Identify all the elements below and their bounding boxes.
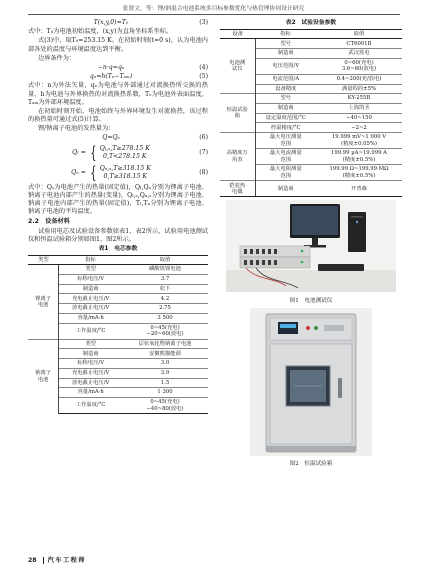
- equation-5-body: qₑ=h(Tₑ−Tₐₘ): [89, 73, 133, 81]
- table-cell: −2~2: [316, 123, 402, 133]
- table-group-cell: 锂离子 电池: [28, 265, 59, 339]
- equation-7-body: [28, 142, 194, 163]
- table-cell: 电流范围/A: [255, 74, 316, 84]
- equation-6-body: Q=Qₛ: [102, 134, 120, 142]
- table-cell: 工作温度/°C: [59, 323, 122, 339]
- table-1-caption: 表1 电芯参数: [98, 245, 138, 252]
- equation-3-body: T(x,y,0)=T₀: [93, 19, 129, 26]
- figure-2: [250, 308, 372, 469]
- table-cell: 充电截止电压/V: [59, 368, 122, 378]
- table-group-cell: 恒温试验 箱: [220, 94, 255, 133]
- paragraph: 式中：Qₛ为电池产生的热量(固定值)，Qₗ,Qₙ分别为锂离子电池、钠离子电池内部产生的热量(变量)，Qₗ,ₛ,Qₙ,ₛ分别为锂离子电池、钠离子电池内部产生的热量(固定值)，Tₗ,Tₙ分别为锂离子电池、钠离子电池的平均温度。: [28, 183, 208, 216]
- table-row: [220, 94, 402, 104]
- table-cell: 1 300: [122, 388, 208, 398]
- table-cell: 4.2: [122, 294, 208, 304]
- figure-2-caption: 图2 恒温试验箱: [289, 461, 333, 468]
- table-cell: 制造商: [255, 181, 316, 197]
- table-1: [28, 255, 208, 414]
- table-cell: 3.9: [122, 368, 208, 378]
- table-cell: 容量/mA·h: [59, 388, 122, 398]
- table-cell: 2.75: [122, 304, 208, 314]
- table-header-row: [220, 29, 402, 39]
- temperature-chamber-photo: [250, 308, 372, 456]
- table-row: [28, 339, 208, 349]
- table-cell: KY-255B: [316, 94, 402, 104]
- equation-7-lhs: Qₗ =: [72, 149, 86, 157]
- table-cell: 容量/mA·h: [59, 313, 122, 323]
- table-cell: 磷酸铁锂电池: [149, 266, 181, 273]
- equation-8-cases: [100, 165, 151, 181]
- brace-symbol: {: [90, 162, 97, 183]
- running-header: 张贤文，等：锂/钠混合电池系统多目标参数优化与热管理协同设计研究: [122, 6, 305, 12]
- table-cell: 型号: [255, 94, 316, 104]
- table-group-cell: 高精度万 用表: [220, 133, 255, 181]
- equation-6: [28, 134, 208, 142]
- equation-7-number: (7): [199, 149, 208, 157]
- table-cell: 199.99 Ω~199.99 MΩ (精度±0.5%): [316, 165, 402, 181]
- equation-4: [28, 64, 208, 72]
- table-cell: 0~60(充电) 3.6~60(放电): [316, 58, 402, 74]
- equation-5-number: (5): [199, 73, 208, 81]
- equation-3: [28, 19, 208, 27]
- table-cell: 上海凯圣: [316, 104, 402, 114]
- equation-8-case-2: 0,T≥318.15 K: [103, 173, 148, 181]
- journal-name: 汽车工程师: [47, 557, 87, 564]
- table-cell: 最大电压测量 范围: [255, 133, 316, 149]
- table-cell: 武汉蓝电: [316, 49, 402, 59]
- paragraph: 锂/钠离子电池的发热量为：: [38, 125, 115, 133]
- equation-4-body: −n·q=qₑ: [97, 63, 125, 71]
- equation-8-number: (8): [199, 169, 208, 177]
- left-column: [28, 18, 208, 414]
- table-cell: 开普森: [316, 181, 402, 197]
- table-cell: 标称电压/V: [59, 359, 122, 369]
- table-cell: 0~45(充电) −40~80(放电): [122, 397, 208, 413]
- table-cell: CT6001B: [346, 40, 372, 47]
- table-group-cell: 电池测 试仪: [220, 39, 255, 94]
- table-header-row: [28, 255, 208, 265]
- equation-7-case-2: 0,T<278.15 K: [103, 153, 147, 161]
- paragraph: 式中：n为外法矢量，qₑ为电池与外部通过对流换热所交换的热量，h为电池与外界换热的对流换热系数，Tₑ为电池外表面温度，Tₐₘ为外部环境温度。: [28, 82, 208, 106]
- header-rule: [28, 14, 400, 15]
- table-cell: 放电截止电压/V: [59, 304, 122, 314]
- table-cell: 最大电阻测量 范围: [255, 165, 316, 181]
- table-cell: 制造商: [255, 49, 316, 59]
- table-cell: 199.99 µA~19.999 A (精度±0.5%): [316, 149, 402, 165]
- footer-divider: [43, 557, 44, 564]
- equation-7: [28, 144, 208, 163]
- equation-3-number: (3): [199, 19, 208, 26]
- table-cell: 1.5: [122, 378, 208, 388]
- table-cell: 制造商: [59, 284, 122, 294]
- equation-8-case-1: Qₙ,ₛ,T≥318.15 K: [99, 164, 151, 172]
- paragraph: 式(3)中，取T₀=253.15 K。在初始时刻(t=0 s)，认为电池内部各处的温度与环境温度达到平衡。: [28, 37, 208, 53]
- table-header-cell: 指标: [255, 29, 316, 39]
- table-cell: 标称电压/V: [59, 275, 122, 285]
- table-2-caption: 表2 试验设备参数: [285, 20, 337, 26]
- table-cell: 层状氧化物钠离子电池: [122, 339, 208, 349]
- table-cell: 充电截止电压/V: [59, 294, 122, 304]
- equation-7-case-1: Qₗ,ₛ,T≥278.15 K: [99, 144, 150, 152]
- table-header-cell: 取值: [122, 255, 208, 265]
- table-group-cell: 钠离子 电池: [28, 339, 59, 413]
- figure-1: [226, 200, 396, 305]
- table-cell: 电压范围/V: [255, 58, 316, 74]
- brace-symbol: {: [90, 142, 97, 163]
- section-heading: 2.2 设备材料: [28, 218, 70, 226]
- equation-5: [28, 73, 208, 81]
- table-cell: 类型: [85, 266, 96, 273]
- table-cell: 3.0: [122, 359, 208, 369]
- equation-6-number: (6): [199, 134, 208, 142]
- paragraph: 边界条件为：: [38, 54, 76, 62]
- equation-7-cases: [100, 145, 150, 161]
- equation-8-lhs: Qₙ =: [71, 169, 86, 177]
- table-cell: 制造商: [255, 104, 316, 114]
- table-cell: 制造商: [59, 349, 122, 359]
- table-cell: 19.999 mV~1 000 V (精度±0.05%): [316, 133, 402, 149]
- table-group-cell: 铠装热 电偶: [220, 181, 255, 197]
- table-cell: 放电截止电压/V: [59, 378, 122, 388]
- table-cell: 安徽熊猫能源: [122, 349, 208, 359]
- paragraph: 试验用电芯及试验设备参数如表1、表2所示，试验用电池测试仪和恒温试验箱分别如图1、图2所示。: [28, 227, 208, 243]
- table-row: [220, 39, 402, 49]
- table-row: [220, 133, 402, 149]
- page-footer: [28, 557, 86, 565]
- table-cell: 0~45(充电) −20~60(放电): [122, 323, 208, 339]
- table-cell: 最大电流测量 范围: [255, 149, 316, 165]
- table-cell: 类型: [59, 339, 122, 349]
- table-cell: 0.4~200(充/放电): [316, 74, 402, 84]
- figure-1-caption: 图1 电池测试仪: [289, 297, 333, 304]
- table-header-cell: 取值: [316, 29, 402, 39]
- table-cell: 工作温度/°C: [59, 397, 122, 413]
- equation-8: [28, 164, 208, 183]
- equation-8-body: [28, 162, 194, 183]
- paragraph: 式中：T₀为电池初始温度，(x,y)为直角坐标系坐标。: [28, 28, 173, 36]
- table-cell: 松下: [122, 284, 208, 294]
- table-cell: −40~150: [316, 113, 402, 123]
- table-cell: 3.7: [122, 275, 208, 285]
- equation-4-number: (4): [199, 63, 208, 71]
- table-header-cell: 指标: [59, 255, 122, 265]
- table-row: [220, 181, 402, 197]
- table-cell: 设定温度范围/°C: [255, 113, 316, 123]
- table-cell: 设备精度: [255, 84, 316, 94]
- table-header-cell: 设备: [220, 29, 255, 39]
- table-cell: 型号: [280, 40, 292, 47]
- table-row: [28, 265, 208, 275]
- table-cell: 满量程的±5%: [316, 84, 402, 94]
- table-cell: 3 500: [122, 313, 208, 323]
- table-header-cell: 类型: [28, 255, 59, 265]
- table-2: [220, 29, 402, 198]
- table-cell: 控温精度/°C: [255, 123, 316, 133]
- right-column: [220, 18, 402, 469]
- paragraph: 在初始时刻开始，电池始终与外界环境发生对流换热，该过程的换热量可通过式(5)计算。: [28, 107, 208, 124]
- battery-tester-photo: [226, 200, 396, 292]
- page-number: 28: [28, 557, 37, 564]
